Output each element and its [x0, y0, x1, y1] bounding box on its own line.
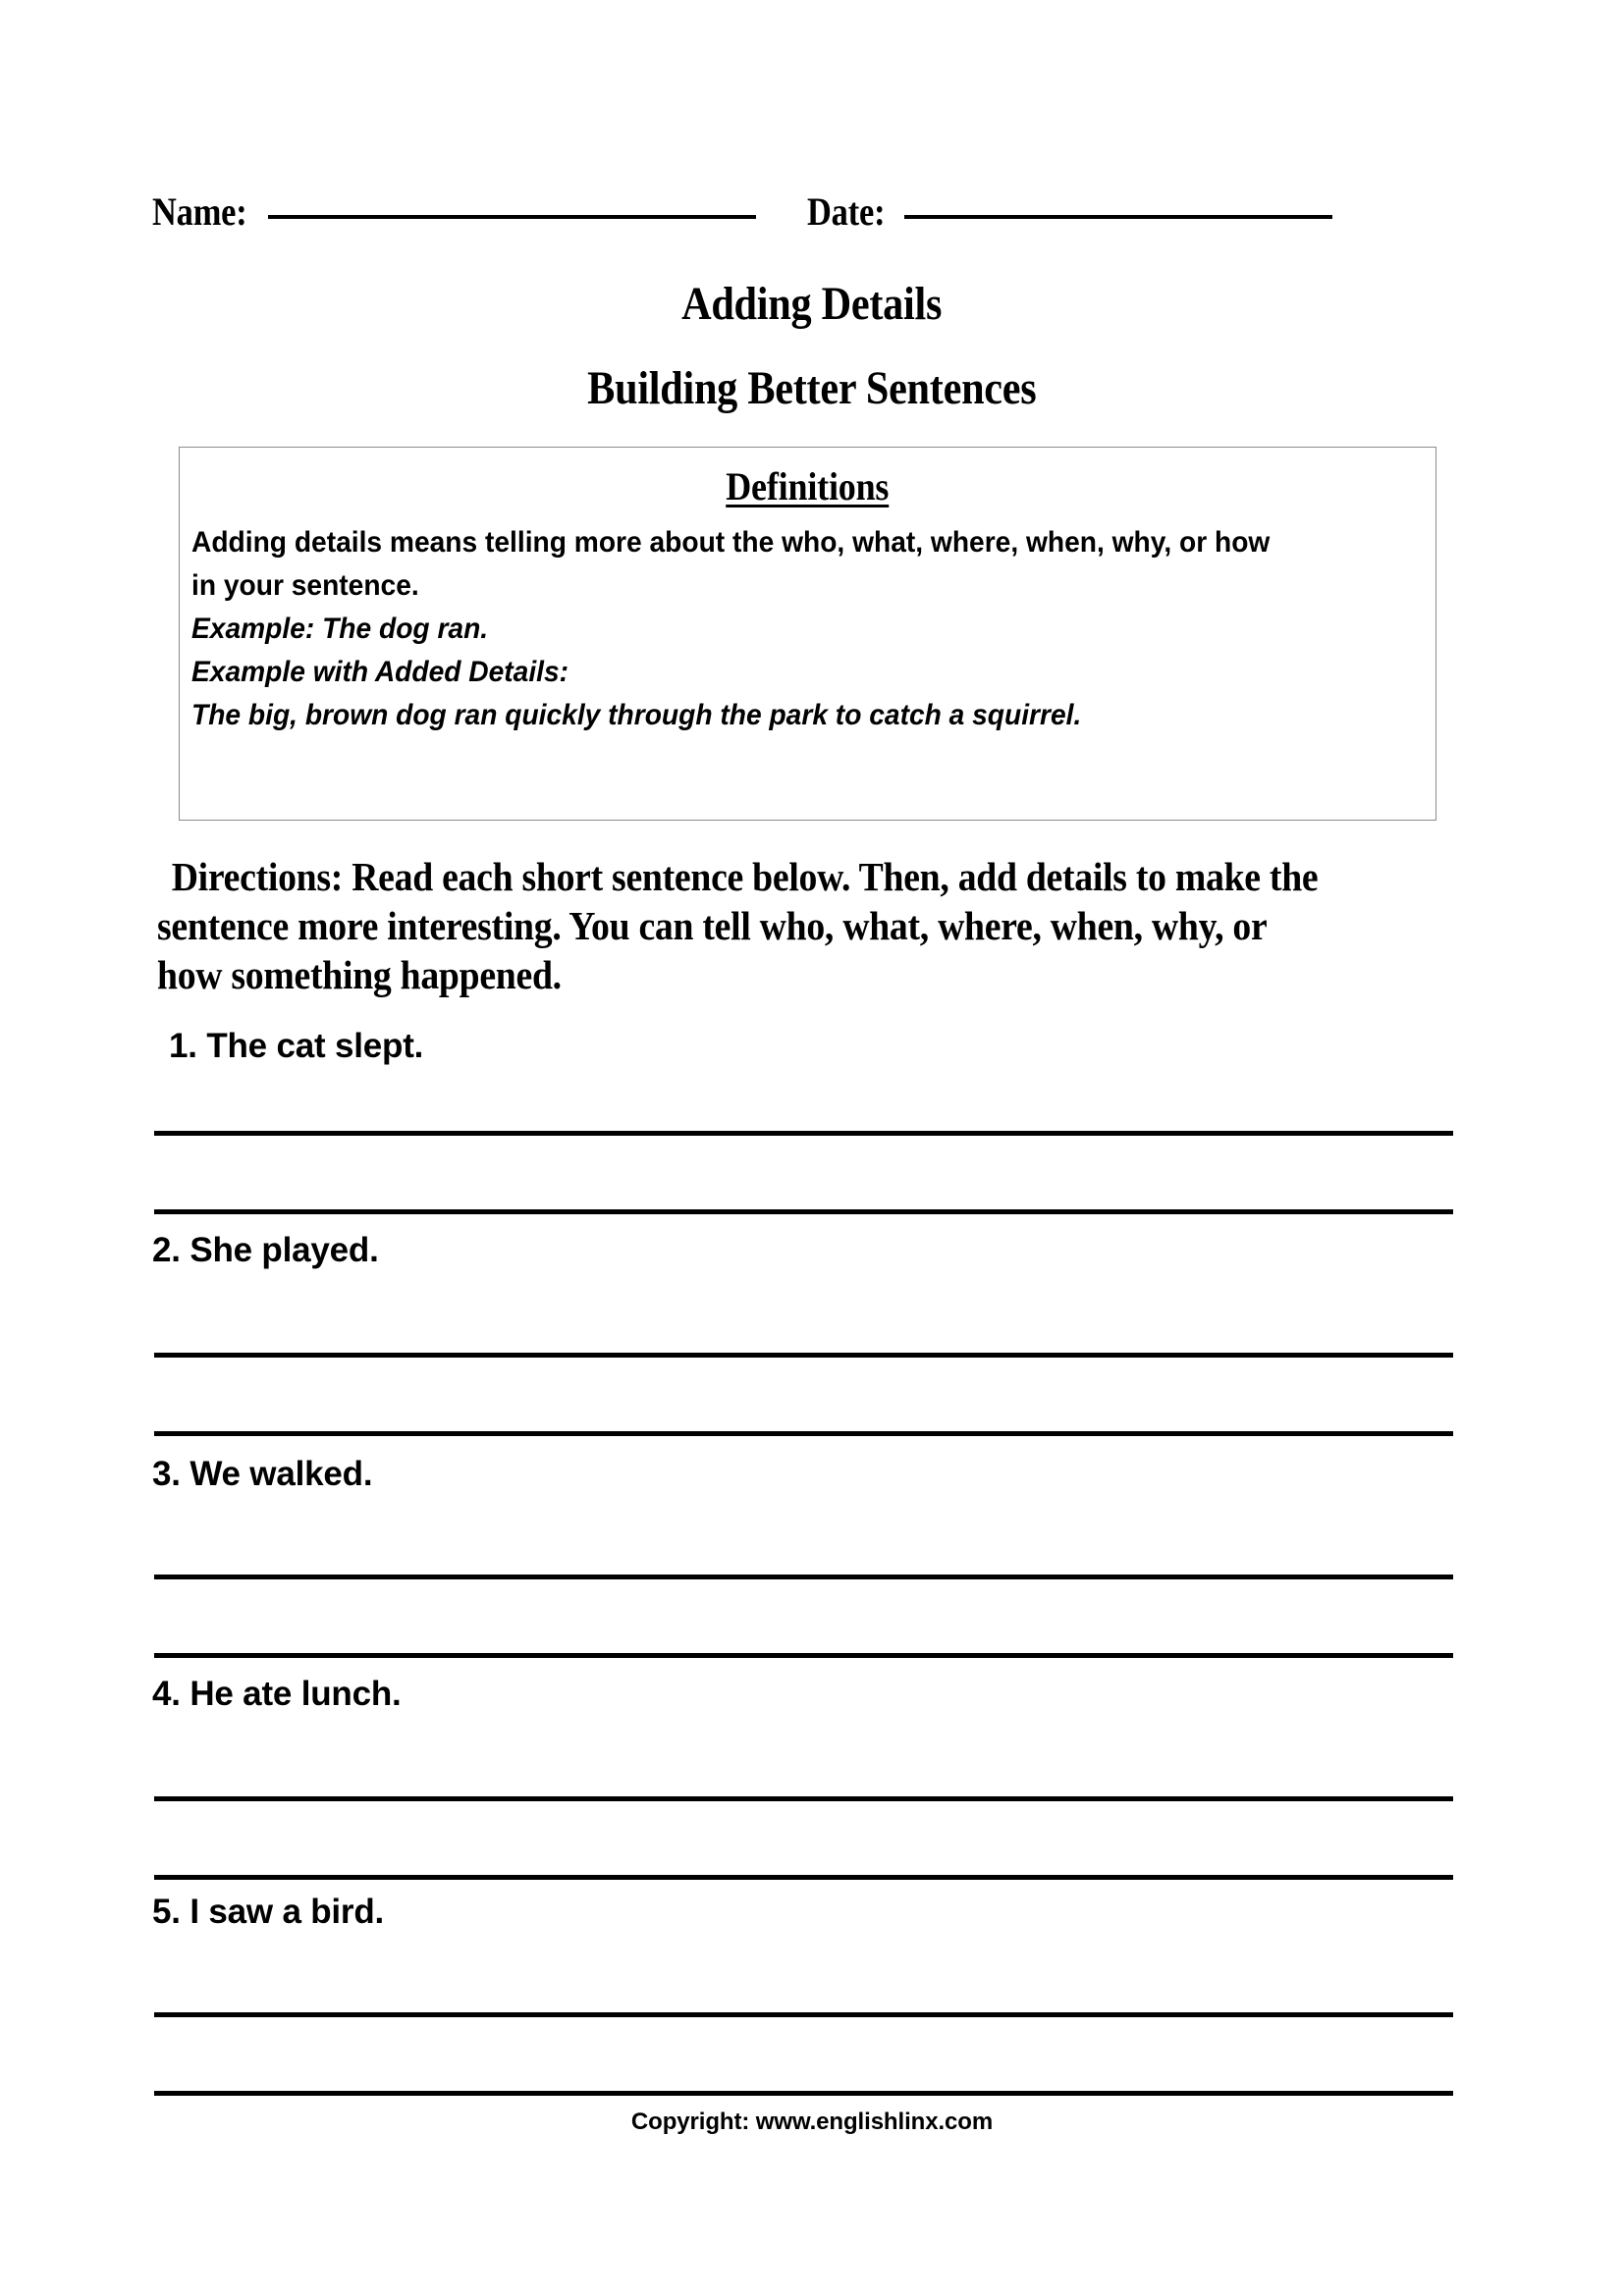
directions-line-2: sentence more interesting. You can tell who, what, where, when, why, or [157, 903, 1268, 948]
question-item-5: 5. I saw a bird. [152, 1893, 385, 1931]
definition-example-details-label: Example with Added Details: [191, 656, 569, 688]
answer-line-1b[interactable] [154, 1209, 1453, 1214]
answer-line-5b[interactable] [154, 2091, 1453, 2096]
name-date-row [152, 188, 1458, 235]
answer-line-2b[interactable] [154, 1431, 1453, 1436]
worksheet-subtitle [0, 361, 1624, 415]
definition-example: Example: The dog ran. [191, 613, 489, 645]
question-item-2: 2. She played. [152, 1231, 379, 1269]
worksheet-title-text: Adding Details [681, 278, 943, 330]
answer-line-3b[interactable] [154, 1653, 1453, 1658]
definitions-heading-text: Definitions [726, 464, 890, 508]
date-input-line[interactable] [904, 215, 1332, 219]
name-label: Name: [152, 189, 247, 234]
definition-line-2: in your sentence. [191, 569, 419, 602]
question-item-3: 3. We walked. [152, 1455, 373, 1493]
definition-example-details: The big, brown dog ran quickly through the park to catch a squirrel. [191, 699, 1082, 731]
answer-line-5a[interactable] [154, 2012, 1453, 2017]
name-input-line[interactable] [268, 215, 756, 219]
definitions-body [180, 521, 1435, 737]
worksheet-title [0, 277, 1624, 331]
answer-line-1a[interactable] [154, 1131, 1453, 1136]
question-item-4: 4. He ate lunch. [152, 1675, 402, 1713]
date-label: Date: [807, 189, 886, 234]
footer-copyright: Copyright: www.englishlinx.com [630, 2109, 994, 2135]
directions-line-1: Directions: Read each short sentence below. Then, add details to make the [171, 854, 1319, 899]
question-item-1: 1. The cat slept. [169, 1027, 424, 1065]
definitions-box [179, 447, 1436, 821]
directions-line-3: how something happened. [157, 952, 562, 997]
worksheet-subtitle-text: Building Better Sentences [587, 362, 1037, 414]
answer-line-4a[interactable] [154, 1796, 1453, 1801]
answer-line-2a[interactable] [154, 1353, 1453, 1358]
answer-line-4b[interactable] [154, 1875, 1453, 1880]
definition-line-1: Adding details means telling more about the who, what, where, when, why, or how [191, 526, 1271, 559]
answer-line-3a[interactable] [154, 1575, 1453, 1579]
definitions-heading [180, 463, 1435, 509]
directions-paragraph [157, 852, 1473, 999]
